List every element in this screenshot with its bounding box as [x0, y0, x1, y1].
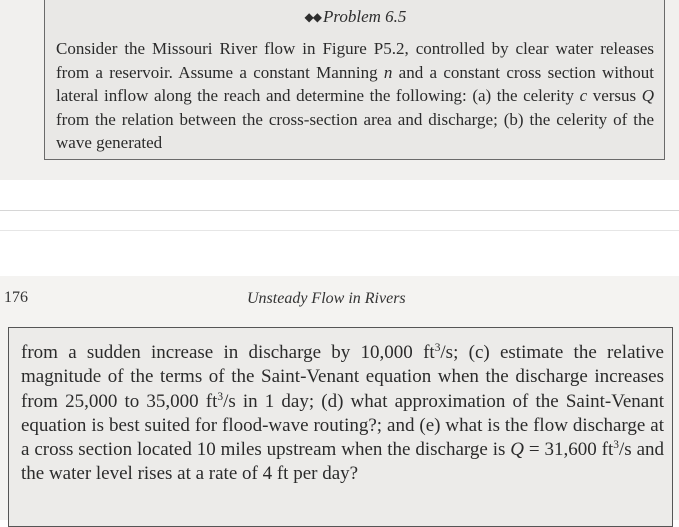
superscript: 3 [613, 439, 619, 452]
text-run: /s and the water level rises at a rate of 4 ft per day? [21, 439, 664, 485]
variable-q: Q [510, 439, 525, 461]
diamond-marker-icon: ◆◆ [304, 10, 322, 24]
problem-title [45, 7, 666, 27]
text-run: from the relation between the cross-section area and discharge; (b) the celerity of the wave generated [56, 109, 654, 153]
continuation-box [8, 327, 673, 527]
variable-n: n [383, 62, 393, 82]
text-run: /s in 1 day; (d) what approximation of the Saint-Venant equation is best suited for flood-wave routing?; and (e) what is the flow discharge at a cross section located 10 miles upstream when the discharge is [21, 390, 664, 461]
problem-box [44, 0, 665, 160]
page-divider [0, 210, 679, 211]
text-run: = 31,600 ft [524, 439, 614, 461]
page-divider [0, 230, 679, 231]
superscript: 3 [217, 390, 224, 403]
page-number: 176 [4, 289, 28, 306]
text-run: /s; (c) estimate the relative magnitude of the terms of the Saint-Venant equation when the discharge increases from 25,000 to 35,000 ft [21, 342, 664, 412]
text-run: and a constant cross section without lateral inflow along the reach and determine the following: (a) the celerity [56, 62, 654, 106]
text-run: Consider the Missouri River flow in Figure P5.2, controlled by clear water releases from a reservoir. Assume a constant Manning [56, 39, 654, 82]
superscript: 3 [434, 342, 441, 355]
text-run: versus [587, 86, 642, 106]
variable-c: c [579, 86, 588, 106]
problem-statement [56, 37, 654, 155]
running-head: Unsteady Flow in Rivers [247, 290, 406, 307]
problem-continuation [21, 341, 664, 487]
text-run: from a sudden increase in discharge by 10,000 ft [21, 342, 435, 363]
problem-title-text: Problem 6.5 [323, 7, 407, 26]
variable-q: Q [641, 86, 654, 106]
